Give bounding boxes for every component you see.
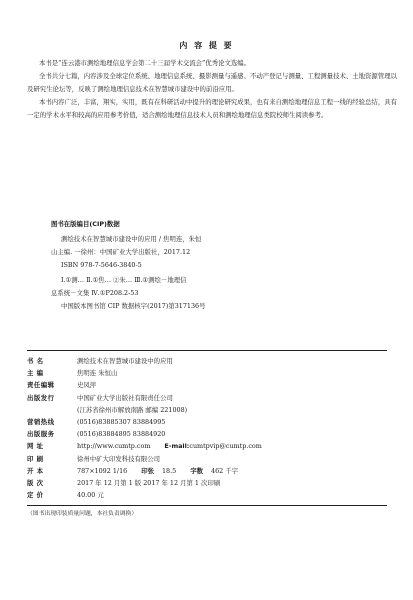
quality-note: （图书出现印装质量问题，本社负责调换） bbox=[27, 511, 138, 518]
email-label: E-mail: bbox=[164, 442, 190, 451]
publisher-address: (江苏省徐州市解放南路 邮编 221008) bbox=[77, 405, 188, 414]
edition-row bbox=[27, 477, 387, 489]
price-label: 定 价 bbox=[27, 491, 44, 500]
hotline: (0516)83885307 83884995 bbox=[77, 418, 166, 427]
bottom-rule bbox=[27, 505, 387, 506]
sheets: 18.5 bbox=[161, 466, 177, 475]
book-name: 测绘技术在智慧城市建设中的应用 bbox=[77, 357, 173, 365]
service: (0516)83884895 83884920 bbox=[77, 430, 166, 439]
edition-label: 版 次 bbox=[27, 479, 44, 488]
publisher: 中国矿业大学出版社有限责任公司 bbox=[77, 393, 173, 402]
format: 787×1092 1/16 bbox=[77, 466, 128, 475]
book-name-label: 书 名 bbox=[27, 357, 44, 365]
abstract-paragraph: 全书共分七篇，内容涉及全球定位系统、地理信息系统、摄影测量与遥感、不动产登记与测量、工程测量技术、土地资源管理以及研究生论坛等，反映了测绘地理信息技术在智慧城市建设中的前沿应用。 bbox=[27, 72, 397, 93]
words: 462 千字 bbox=[211, 466, 239, 475]
colophon-rows bbox=[27, 351, 387, 505]
colophon bbox=[27, 350, 387, 517]
format-row bbox=[27, 465, 387, 477]
service-row bbox=[27, 428, 387, 440]
abstract-title: 内 容 提 要 bbox=[179, 41, 234, 50]
cip-publisher-line: 山主编. 一徐州：中国矿业大学出版社，2017.12 bbox=[51, 248, 191, 256]
abstract-paragraph: 本书内容广泛，丰富，翔实，实用，既有在科研活动中提升的理论研究成果，也有来自测绘地理信息工程一线的经验总结，具有一定的学术水平和较高的应用参考价值，适合测绘地理信息技术人员和测绘地理信息类院校师生阅读参考。 bbox=[27, 98, 397, 119]
email-link[interactable]: cumtpvip@cumtp.com bbox=[189, 442, 262, 451]
website-row bbox=[27, 440, 387, 452]
abstract-paragraph: 本书是“连云港市测绘地理信息学会第二十三届学术交流会”优秀论文选编。 bbox=[39, 59, 251, 67]
cip-classification-line: 息系统－文集 Ⅳ.①P208.2-53 bbox=[51, 289, 139, 297]
hotline-label: 营销热线 bbox=[27, 418, 55, 427]
cip-record: 中国版本图书馆 CIP 数据核字(2017)第317136号 bbox=[61, 302, 206, 310]
website-link[interactable]: http://www.cumtp.com bbox=[77, 442, 151, 451]
address-row bbox=[27, 404, 387, 416]
price-row bbox=[27, 489, 387, 501]
editor-label: 主 编 bbox=[27, 369, 44, 378]
website-label: 网 址 bbox=[27, 442, 44, 451]
publisher-label: 出版发行 bbox=[27, 393, 55, 402]
cip-classification-line: Ⅰ.①测… Ⅱ.①焦… ②朱… Ⅲ.①测绘－地理信 bbox=[61, 276, 187, 284]
price: 40.00 元 bbox=[77, 491, 104, 500]
printer-row bbox=[27, 453, 387, 465]
responsible-editor-row bbox=[27, 379, 387, 391]
words-label: 字数 bbox=[190, 466, 203, 475]
sheets-label: 印张 bbox=[141, 466, 154, 475]
edition: 2017 年 12 月第 1 版 2017 年 12 月第 1 次印刷 bbox=[77, 479, 221, 488]
cip-isbn: ISBN 978-7-5646-3840-5 bbox=[61, 261, 142, 269]
printer: 徐州中矿大印发科技有限公司 bbox=[77, 454, 161, 463]
responsible-editor-label: 责任编辑 bbox=[27, 381, 55, 390]
cip-block bbox=[51, 218, 281, 313]
abstract-body bbox=[27, 57, 397, 122]
hotline-row bbox=[27, 416, 387, 428]
publisher-row bbox=[27, 392, 387, 404]
responsible-editor: 史凤萍 bbox=[77, 381, 97, 390]
format-label: 开 本 bbox=[27, 466, 44, 475]
cip-heading: 图书在版编目(CIP)数据 bbox=[51, 220, 120, 228]
printer-label: 印 刷 bbox=[27, 454, 44, 463]
book-name-row bbox=[27, 355, 387, 367]
service-label: 出版服务 bbox=[27, 430, 55, 439]
editor: 焦明连 朱恒山 bbox=[77, 369, 118, 378]
cip-title-line: 测绘技术在智慧城市建设中的应用 / 焦明连，朱恒 bbox=[61, 235, 202, 243]
editor-row bbox=[27, 367, 387, 379]
